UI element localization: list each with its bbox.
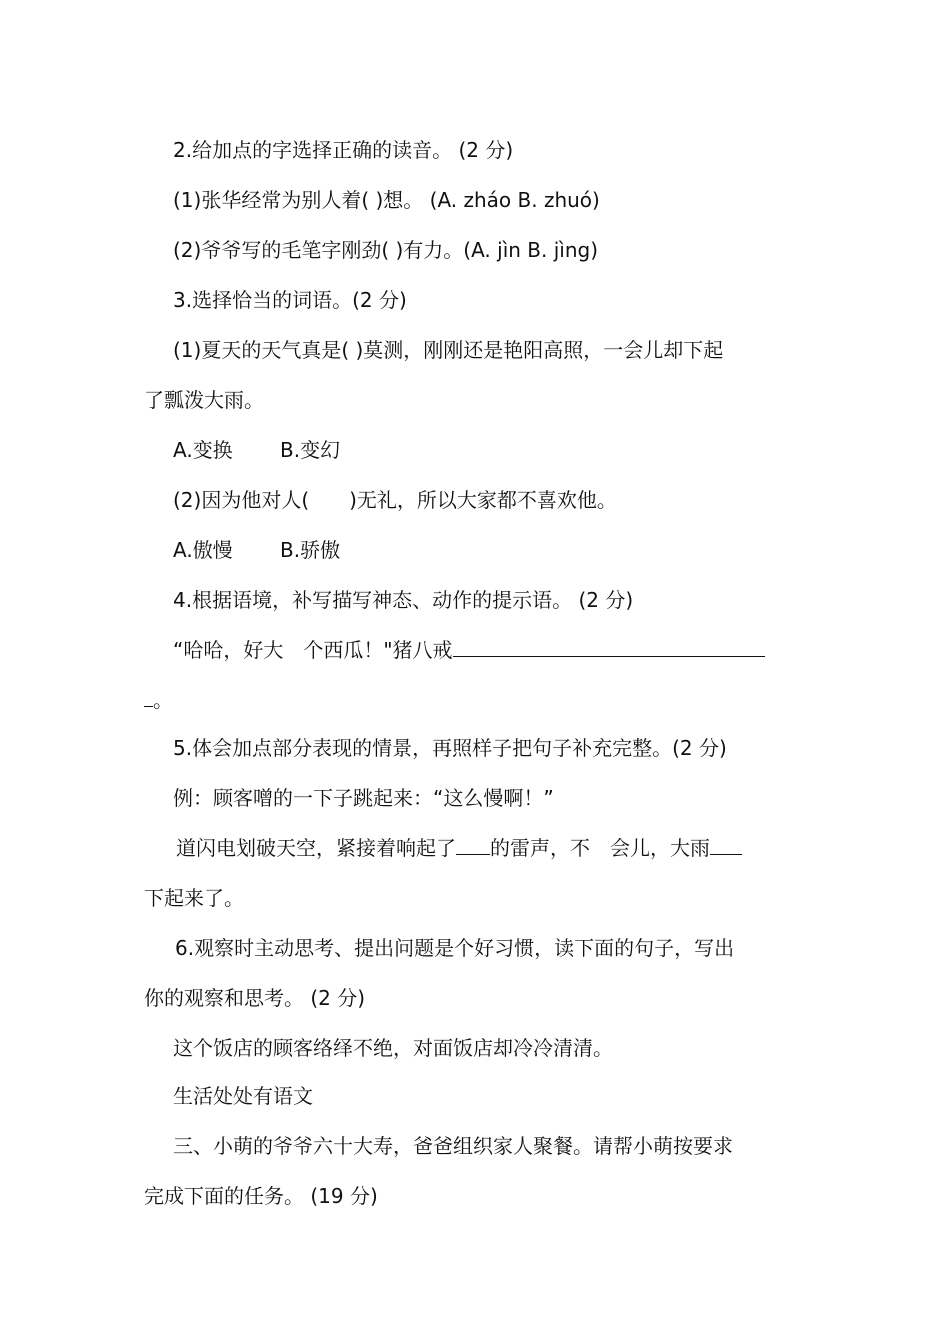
q5-blank-1[interactable]	[456, 834, 490, 855]
section-3-line-2: 完成下面的任务。 (19 分)	[144, 1184, 378, 1208]
q6-line-1: 6.观察时主动思考、提出问题是个好习惯，读下面的句子，写出	[175, 936, 735, 960]
q4-title: 4.根据语境，补写描写神态、动作的提示语。 (2 分)	[173, 588, 634, 612]
q3-item-2-option-a: A.傲慢	[173, 538, 233, 562]
q4-answer-blank[interactable]	[453, 636, 765, 657]
q5-line-1-part-a: 道闪电划破天空，紧接着响起了	[176, 836, 456, 860]
q5-blank-2[interactable]	[710, 834, 742, 855]
q3-item-1-line-1: (1)夏天的天气真是( )莫测，刚刚还是艳阳高照，一会儿却下起	[173, 338, 724, 362]
q5-title: 5.体会加点部分表现的情景，再照样子把句子补充完整。(2 分)	[173, 736, 727, 760]
q2-item-1: (1)张华经常为别人着( )想。 (A. zháo B. zhuó)	[173, 188, 600, 212]
q5-example: 例：顾客噌的一下子跳起来：“这么慢啊！”	[173, 786, 554, 810]
q3-item-2: (2)因为他对人( )无礼，所以大家都不喜欢他。	[173, 488, 617, 512]
q3-item-1-option-b: B.变幻	[280, 438, 341, 462]
q5-line-1-part-b: 的雷声，不 会儿，大雨	[490, 836, 710, 860]
q3-item-1-option-a: A.变换	[173, 438, 233, 462]
q5-line-1	[176, 834, 742, 862]
q6-line-2: 你的观察和思考。 (2 分)	[144, 986, 366, 1010]
section-heading: 生活处处有语文	[173, 1084, 313, 1108]
q5-line-2: 下起来了。	[144, 886, 244, 910]
q3-item-2-option-b: B.骄傲	[280, 538, 341, 562]
q4-line-1	[173, 636, 765, 664]
q3-item-1-line-2: 了瓢泼大雨。	[144, 388, 264, 412]
q4-line-2	[144, 686, 173, 714]
q6-sentence: 这个饭店的顾客络绎不绝，对面饭店却冷冷清清。	[173, 1036, 613, 1060]
q4-line-1-text: “哈哈，好大 个西瓜！"猪八戒	[173, 638, 453, 662]
q4-line-2-end: 。	[153, 688, 173, 712]
q2-item-2: (2)爷爷写的毛笔字刚劲( )有力。(A. jìn B. jìng)	[173, 238, 599, 262]
q4-answer-blank-cont[interactable]	[144, 686, 153, 707]
q3-title: 3.选择恰当的词语。(2 分)	[173, 288, 407, 312]
q2-title: 2.给加点的字选择正确的读音。 (2 分)	[173, 138, 514, 162]
section-3-line-1: 三、小萌的爷爷六十大寿，爸爸组织家人聚餐。请帮小萌按要求	[173, 1134, 733, 1158]
